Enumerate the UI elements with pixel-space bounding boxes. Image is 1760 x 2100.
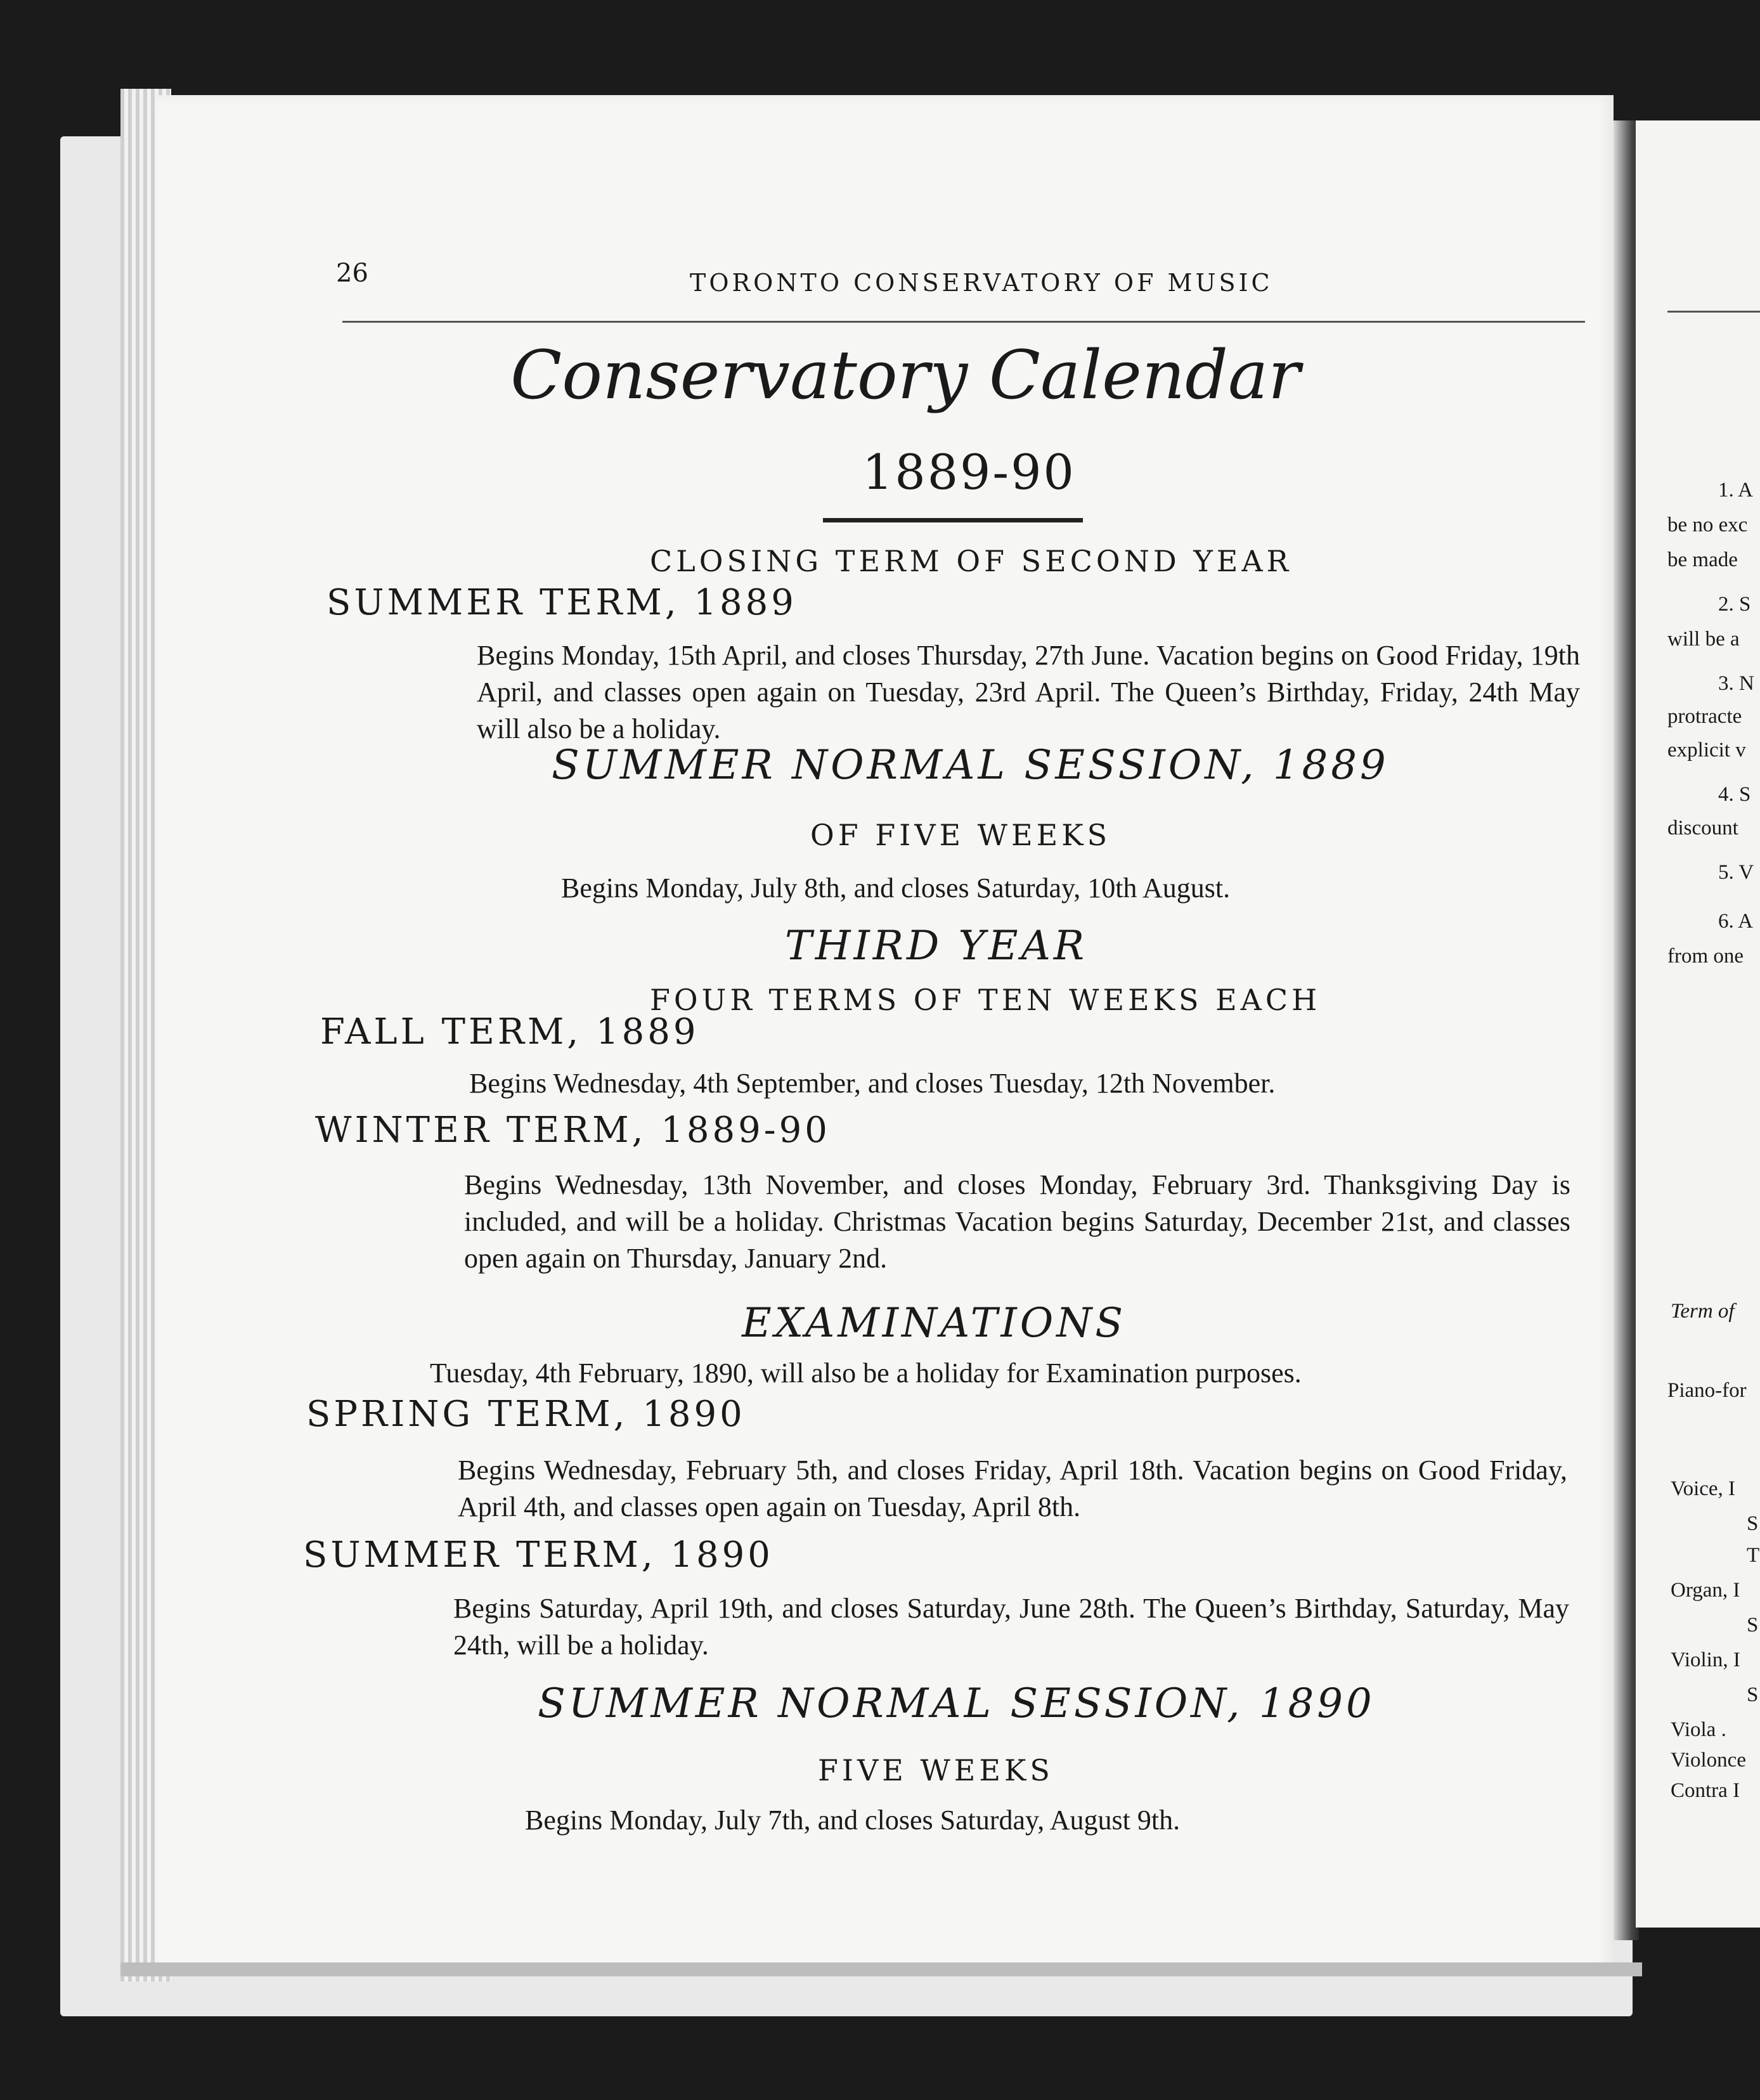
right-fragment: Term of	[1671, 1300, 1735, 1323]
summer-1890-text: Begins Saturday, April 19th, and closes Saturday, June 28th. The Queen’s Birthday, Saturday, May 24th, will be a holiday.	[453, 1593, 1569, 1661]
right-fragment: 4. S	[1718, 783, 1751, 806]
right-fragment: explicit v	[1667, 739, 1746, 762]
right-fragment: 6. A	[1718, 910, 1754, 933]
examinations-text: Tuesday, 4th February, 1890, will also be a holiday for Examination purposes.	[430, 1358, 1302, 1389]
summer-1889-text: Begins Monday, 15th April, and closes Thursday, 27th June. Vacation begins on Good Friday, 19th April, and classes open again on Tuesday, 23rd April. The Queen’s Birthday, Friday, 24th May will also be a holiday.	[477, 640, 1580, 744]
right-fragment: Voice, I	[1671, 1477, 1736, 1500]
fall-1889-text: Begins Wednesday, 4th September, and closes Tuesday, 12th November.	[469, 1068, 1276, 1099]
examinations-heading: EXAMINATIONS	[742, 1300, 1127, 1347]
third-year-heading: THIRD YEAR	[785, 923, 1087, 969]
right-fragment: Violin, I	[1671, 1649, 1740, 1671]
page-title-wrap	[0, 336, 1760, 414]
right-fragment: 2. S	[1718, 593, 1751, 616]
normal-1890-heading: SUMMER NORMAL SESSION, 1890	[538, 1680, 1375, 1727]
right-fragment: will be a	[1667, 628, 1740, 651]
winter-heading: WINTER TERM, 1889-90	[315, 1110, 831, 1151]
right-fragment: S	[1747, 1683, 1759, 1706]
page-number: 26	[336, 259, 368, 288]
right-fragment: Piano-for	[1667, 1379, 1747, 1402]
right-page	[1636, 120, 1760, 1928]
right-fragment: Organ, I	[1671, 1579, 1740, 1602]
right-page-rule	[1667, 311, 1760, 313]
right-fragment: Viola .	[1671, 1718, 1726, 1741]
normal-1890-subheading: FIVE WEEKS	[818, 1753, 1054, 1787]
summer-1889-heading: SUMMER TERM, 1889	[327, 582, 797, 623]
running-head: TORONTO CONSERVATORY OF MUSIC	[690, 269, 1273, 297]
right-fragment: from one	[1667, 945, 1744, 968]
normal-1890-text: Begins Monday, July 7th, and closes Saturday, August 9th.	[525, 1805, 1181, 1836]
right-fragment: Violonce	[1671, 1749, 1746, 1772]
right-fragment: be no exc	[1667, 514, 1748, 536]
normal-1889-subheading: OF FIVE WEEKS	[810, 818, 1111, 852]
right-fragment: 3. N	[1718, 672, 1754, 695]
right-fragment: S	[1747, 1614, 1759, 1637]
right-fragment: protracte	[1667, 705, 1742, 728]
header-rule	[342, 321, 1585, 323]
right-fragment: discount	[1667, 817, 1738, 839]
normal-1889-text: Begins Monday, July 8th, and closes Saturday, 10th August.	[561, 872, 1231, 904]
right-fragment: Contra I	[1671, 1779, 1740, 1802]
right-fragment: S	[1747, 1512, 1759, 1535]
calendar-years: 1889-90	[862, 444, 1076, 500]
right-fragment: 1. A	[1718, 479, 1754, 502]
spring-1890-heading: SPRING TERM, 1890	[306, 1394, 746, 1435]
closing-term-heading: CLOSING TERM OF SECOND YEAR	[650, 544, 1293, 578]
right-fragment: 5. V	[1718, 861, 1754, 884]
right-fragment: T	[1747, 1544, 1760, 1567]
normal-1889-heading: SUMMER NORMAL SESSION, 1889	[552, 742, 1389, 789]
bottom-page-edge	[120, 1962, 1642, 1976]
title-rule	[823, 518, 1083, 522]
summer-1890-heading: SUMMER TERM, 1890	[303, 1534, 773, 1576]
page-title: Conservatory Calendar	[510, 336, 1300, 414]
spring-1890-text: Begins Wednesday, February 5th, and closes Friday, April 18th. Vacation begins on Good Friday, April 4th, and classes open again on Tuesday, April 8th.	[458, 1455, 1567, 1522]
fall-1889-heading: FALL TERM, 1889	[320, 1011, 699, 1053]
third-year-subheading: FOUR TERMS OF TEN WEEKS EACH	[650, 983, 1321, 1017]
winter-text: Begins Wednesday, 13th November, and closes Monday, February 3rd. Thanksgiving Day is included, and will be a holiday. Christmas Vacation begins Saturday, December 21st, and classes open again on Thursday, January 2nd.	[464, 1169, 1570, 1274]
right-fragment: be made	[1667, 548, 1738, 571]
